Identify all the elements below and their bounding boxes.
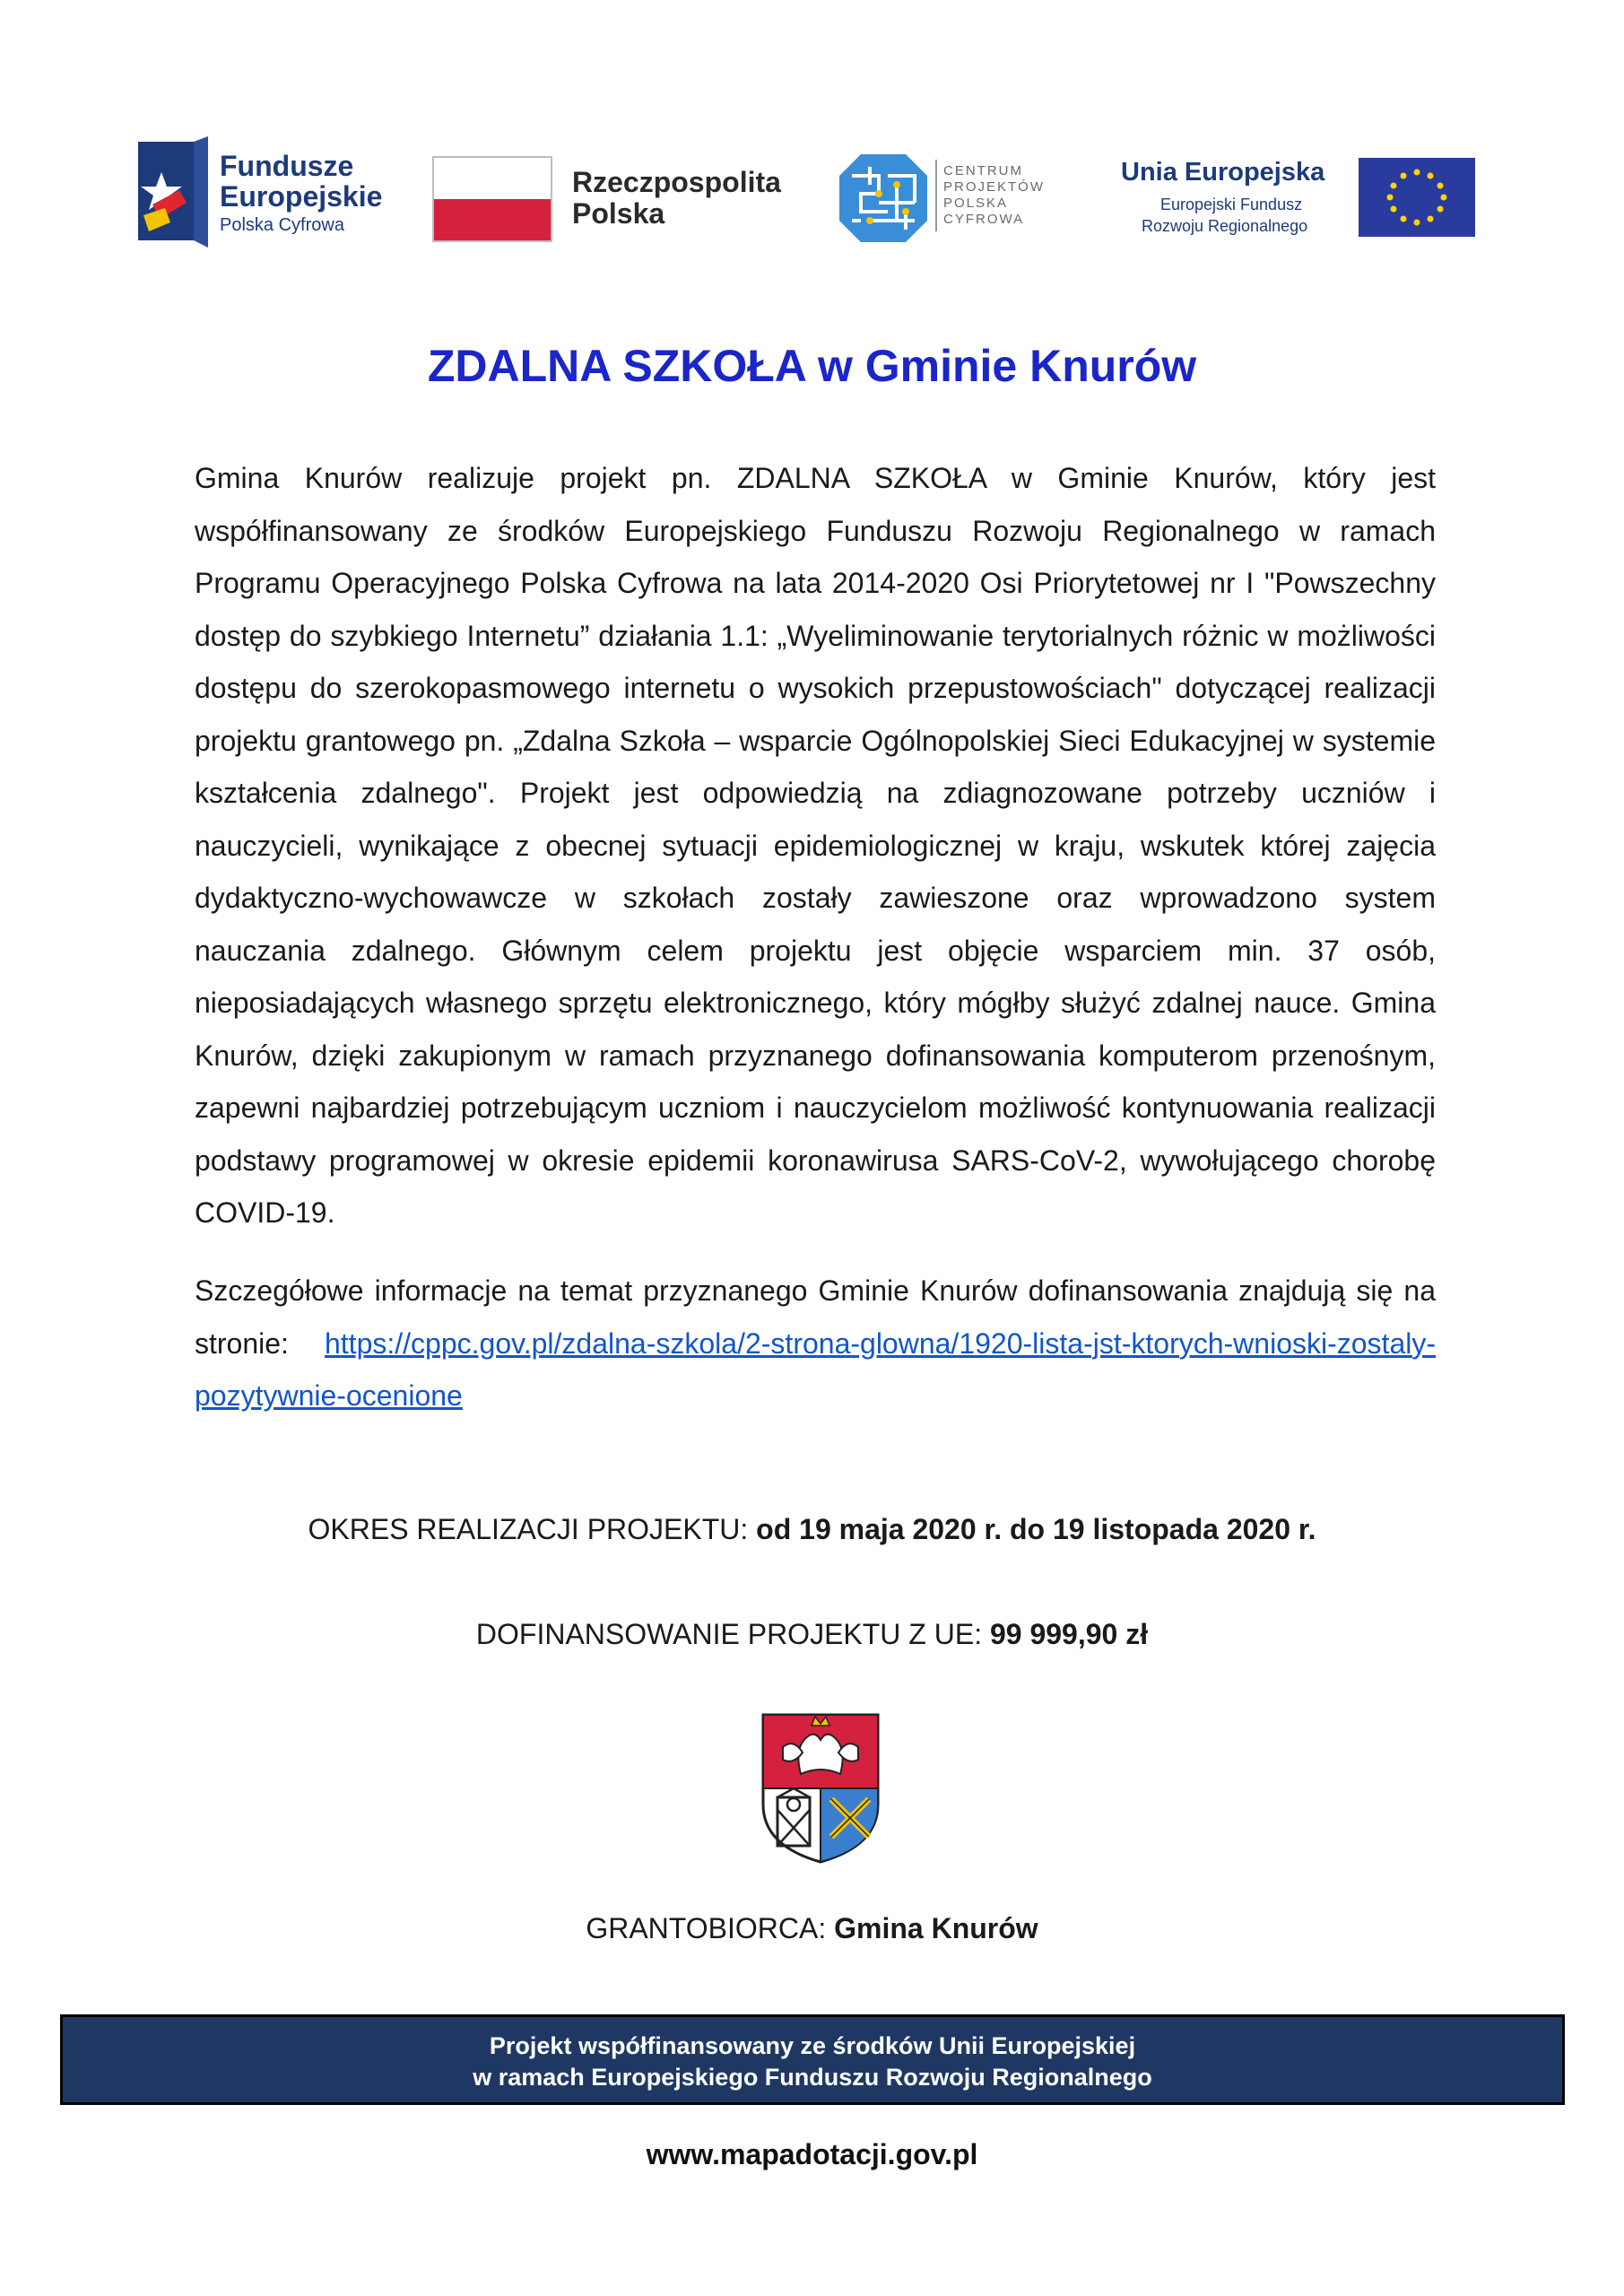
fe-line2: Europejskie — [220, 180, 383, 213]
cppc-link[interactable]: https://cppc.gov.pl/zdalna-szkola/2-strona-glowna/1920-lista-jst-ktorych-wnioski-zostaly-pozytywnie-ocenione — [195, 1326, 1436, 1412]
grantee-value: Gmina Knurów — [834, 1912, 1038, 1944]
grantee — [0, 1910, 1624, 1946]
rp-line2: Polska — [572, 197, 665, 230]
cppc-maze-icon — [834, 149, 933, 248]
project-description: Gmina Knurów realizuje projekt pn. ZDALNA SZKOŁA w Gminie Knurów, który jest współfinansowany ze środków Europejskiego Funduszu Rozwoju Regionalnego w ramach Programu Operacyjnego Polska Cyfrowa na lata 2014-2020 Osi Priorytetowej nr I "Powszechny dostęp do szybkiego Internetu” działania 1.1: „Wyeliminowanie terytorialnych różnic w możliwości dostępu do szerokopasmowego internetu o wysokich przepustowościach" dotyczącej realizacji projektu grantowego pn. „Zdalna Szkoła – wsparcie Ogólnopolskiej Sieci Edukacyjnej w systemie kształcenia zdalnego". Projekt jest odpowiedzią na zdiagnozowane potrzeby uczniów i nauczycieli, wynikające z obecnej sytuacji epidemiologicznej w kraju, wskutek której zajęcia dydaktyczno-wychowawcze w szkołach zostały zawieszone oraz wprowadzono system nauczania zdalnego. Głównym celem projektu jest objęcie wsparciem min. 37 osób, nieposiadających własnego sprzętu elektronicznego, który mógłby służyć zdalnej nauce. Gmina Knurów, dzięki zakupionym w ramach przyznanego dofinansowania komputerom przenośnym, zapewni najbardziej potrzebującym uczniom i nauczycielom możliwość kontynuowania realizacji podstawy programowej w okresie epidemii koronawirusa SARS-CoV-2, wywołującego chorobę COVID-19. — [195, 462, 1436, 1229]
polish-flag-icon — [432, 156, 552, 242]
footer-line1: Projekt współfinansowany ze środków Unii Europejskiej — [489, 2032, 1136, 2059]
page-title: ZDALNA SZKOŁA w Gminie Knurów — [427, 341, 1197, 391]
funding-amount-label: DOFINANSOWANIE PROJEKTU Z UE: — [475, 1618, 990, 1650]
details-paragraph — [195, 1265, 1436, 1422]
footer-line2: w ramach Europejskiego Funduszu Rozwoju Regionalnego — [473, 2064, 1152, 2091]
realization-period-label: OKRES REALIZACJI PROJEKTU: — [308, 1513, 757, 1545]
fe-line1: Fundusze — [220, 150, 354, 182]
eu-flag-icon — [1359, 158, 1475, 237]
fe-line3: Polska Cyfrowa — [220, 215, 344, 235]
cppc-line4: CYFROWA — [943, 212, 1025, 227]
realization-period-value: od 19 maja 2020 r. do 19 listopada 2020 r. — [756, 1513, 1316, 1545]
funding-amount-value: 99 999,90 zł — [989, 1618, 1149, 1650]
cppc-line3: POLSKA — [943, 196, 1009, 211]
rp-line1: Rzeczpospolita — [572, 166, 781, 198]
fe-flag-icon — [135, 133, 215, 249]
fundusze-europejskie-logo — [126, 115, 395, 267]
footer-banner — [60, 2014, 1565, 2105]
logo-bar — [126, 115, 1480, 267]
cppc-divider — [935, 160, 937, 231]
ue-line1: Unia Europejska — [1121, 158, 1325, 187]
knurow-coat-of-arms-icon — [758, 1711, 883, 1866]
details-text: Szczegółowe informacje na temat przyznanego Gminie Knurów dofinansowania znajdują się na stronie: — [195, 1274, 1436, 1360]
cppc-line2: PROJEKTÓW — [943, 179, 1046, 195]
funding-amount — [0, 1616, 1624, 1652]
cppc-line1: CENTRUM — [943, 163, 1023, 178]
realization-period — [0, 1511, 1624, 1547]
rzeczpospolita-polska-logo — [421, 115, 888, 267]
website-address: www.mapadotacji.gov.pl — [646, 2138, 978, 2170]
grantee-label: GRANTOBIORCA: — [586, 1912, 835, 1944]
ue-line3: Rozwoju Regionalnego — [1142, 217, 1308, 235]
unia-europejska-logo — [1121, 115, 1480, 267]
ue-line2: Europejski Fundusz — [1160, 196, 1303, 213]
